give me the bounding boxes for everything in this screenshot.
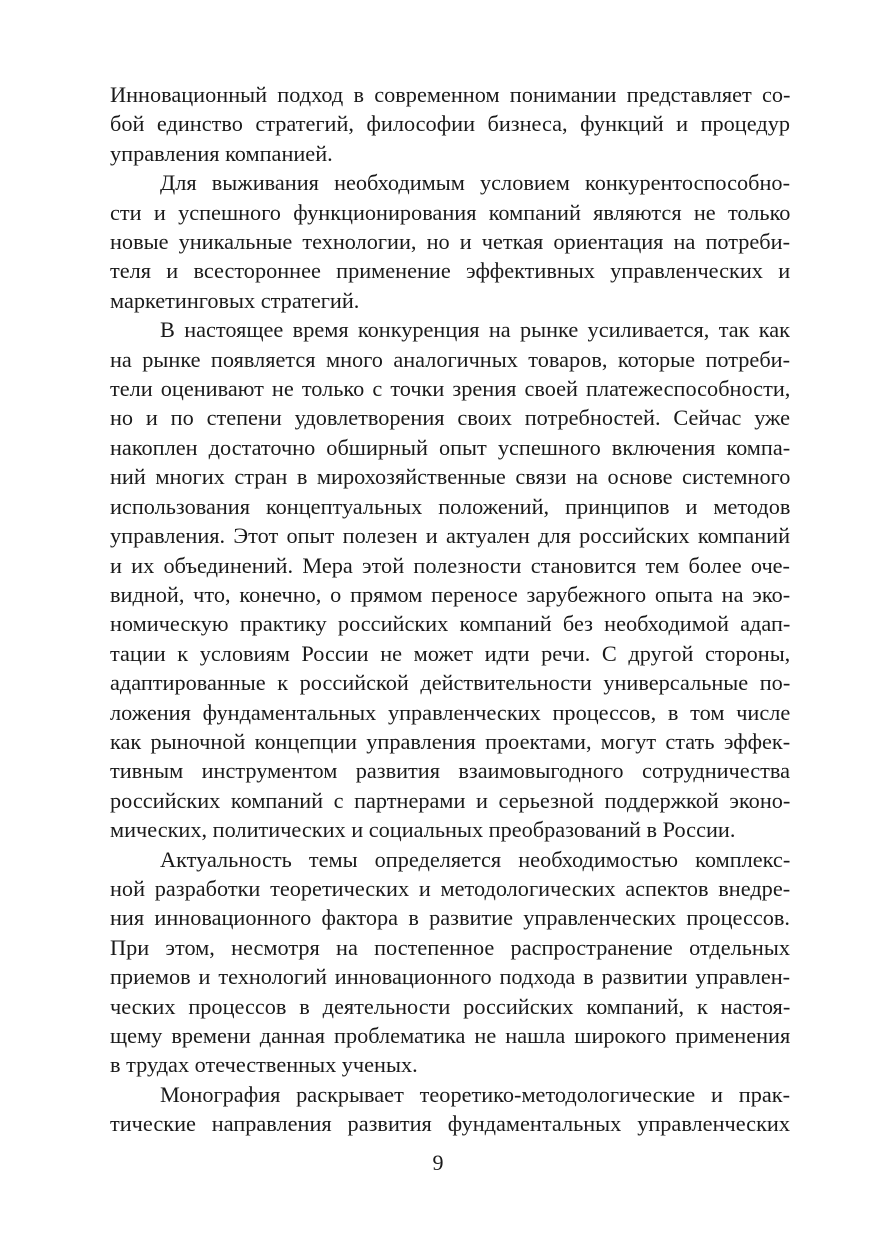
- text-line: и их объединений. Мера этой полезности становится тем более оче-: [110, 552, 790, 578]
- paragraph: [110, 80, 790, 168]
- text-line: ложения фундаментальных управленческих процессов, в том числе: [110, 699, 790, 725]
- text-line: ческих процессов в деятельности российских компаний, к настоя-: [110, 993, 790, 1019]
- text-line: приемов и технологий инновационного подхода в развитии управлен-: [110, 964, 790, 990]
- text-line: В настоящее время конкуренция на рынке усиливается, так как: [160, 317, 790, 343]
- text-line: видной, что, конечно, о прямом переносе зарубежного опыта на эко-: [110, 581, 790, 607]
- text-line: в трудах отечественных ученых.: [110, 1052, 418, 1078]
- text-line: использования концептуальных положений, принципов и методов: [110, 493, 790, 519]
- text-line: сти и успешного функционирования компаний являются не только: [110, 199, 790, 225]
- text-line: новые уникальные технологии, но и четкая ориентация на потреби-: [110, 229, 790, 255]
- text-line: щему времени данная проблематика не нашла широкого применения: [110, 1023, 790, 1048]
- text-line: Актуальность темы определяется необходимостью комплекс-: [160, 846, 790, 872]
- text-line: номическую практику российских компаний без необходимой адап-: [110, 611, 790, 637]
- paragraph: [110, 168, 790, 315]
- text-line: тивным инструментом развития взаимовыгодного сотрудничества: [110, 758, 790, 784]
- text-line: тические направления развития фундаментальных управленческих: [110, 1111, 790, 1137]
- text-line: тели оценивают не только с точки зрения своей платежеспособности,: [110, 376, 790, 402]
- text-line: маркетинговых стратегий.: [110, 287, 360, 313]
- text-line: управления. Этот опыт полезен и актуален для российских компаний: [110, 523, 790, 549]
- text-line: мических, политических и социальных преобразований в России.: [110, 817, 736, 843]
- paragraph: [110, 845, 790, 1080]
- text-line: Для выживания необходимым условием конкурентоспособно-: [160, 170, 790, 196]
- page-body: [110, 80, 790, 1139]
- text-line: Инновационный подход в современном понимании представляет со-: [110, 82, 790, 107]
- text-line: накоплен достаточно обширный опыт успешного включения компа-: [110, 434, 790, 460]
- text-line: как рыночной концепции управления проектами, могут стать эффек-: [110, 728, 790, 754]
- text-line: тации к условиям России не может идти речи. С другой стороны,: [110, 640, 790, 666]
- text-line: адаптированные к российской действительности универсальные по-: [110, 670, 790, 696]
- paragraph: [110, 1080, 790, 1139]
- text-line: на рынке появляется много аналогичных товаров, которые потреби-: [110, 346, 790, 372]
- text-line: ной разработки теоретических и методологических аспектов внедре-: [110, 875, 790, 901]
- text-line: российских компаний с партнерами и серьезной поддержкой эконо-: [110, 787, 790, 813]
- text-line: При этом, несмотря на постепенное распространение отдельных: [110, 934, 790, 960]
- text-line: бой единство стратегий, философии бизнеса, функций и процедур: [110, 111, 790, 137]
- text-line: управления компанией.: [110, 140, 333, 166]
- text-line: Монография раскрывает теоретико-методологические и прак-: [160, 1081, 790, 1107]
- text-line: теля и всестороннее применение эффективных управленческих и: [110, 258, 790, 284]
- text-line: но и по степени удовлетворения своих потребностей. Сейчас уже: [110, 405, 790, 431]
- paragraph: [110, 315, 790, 844]
- page-number: 9: [432, 1150, 444, 1175]
- text-line: ний многих стран в мирохозяйственные связи на основе системного: [110, 464, 790, 490]
- text-line: ния инновационного фактора в развитие управленческих процессов.: [110, 905, 790, 931]
